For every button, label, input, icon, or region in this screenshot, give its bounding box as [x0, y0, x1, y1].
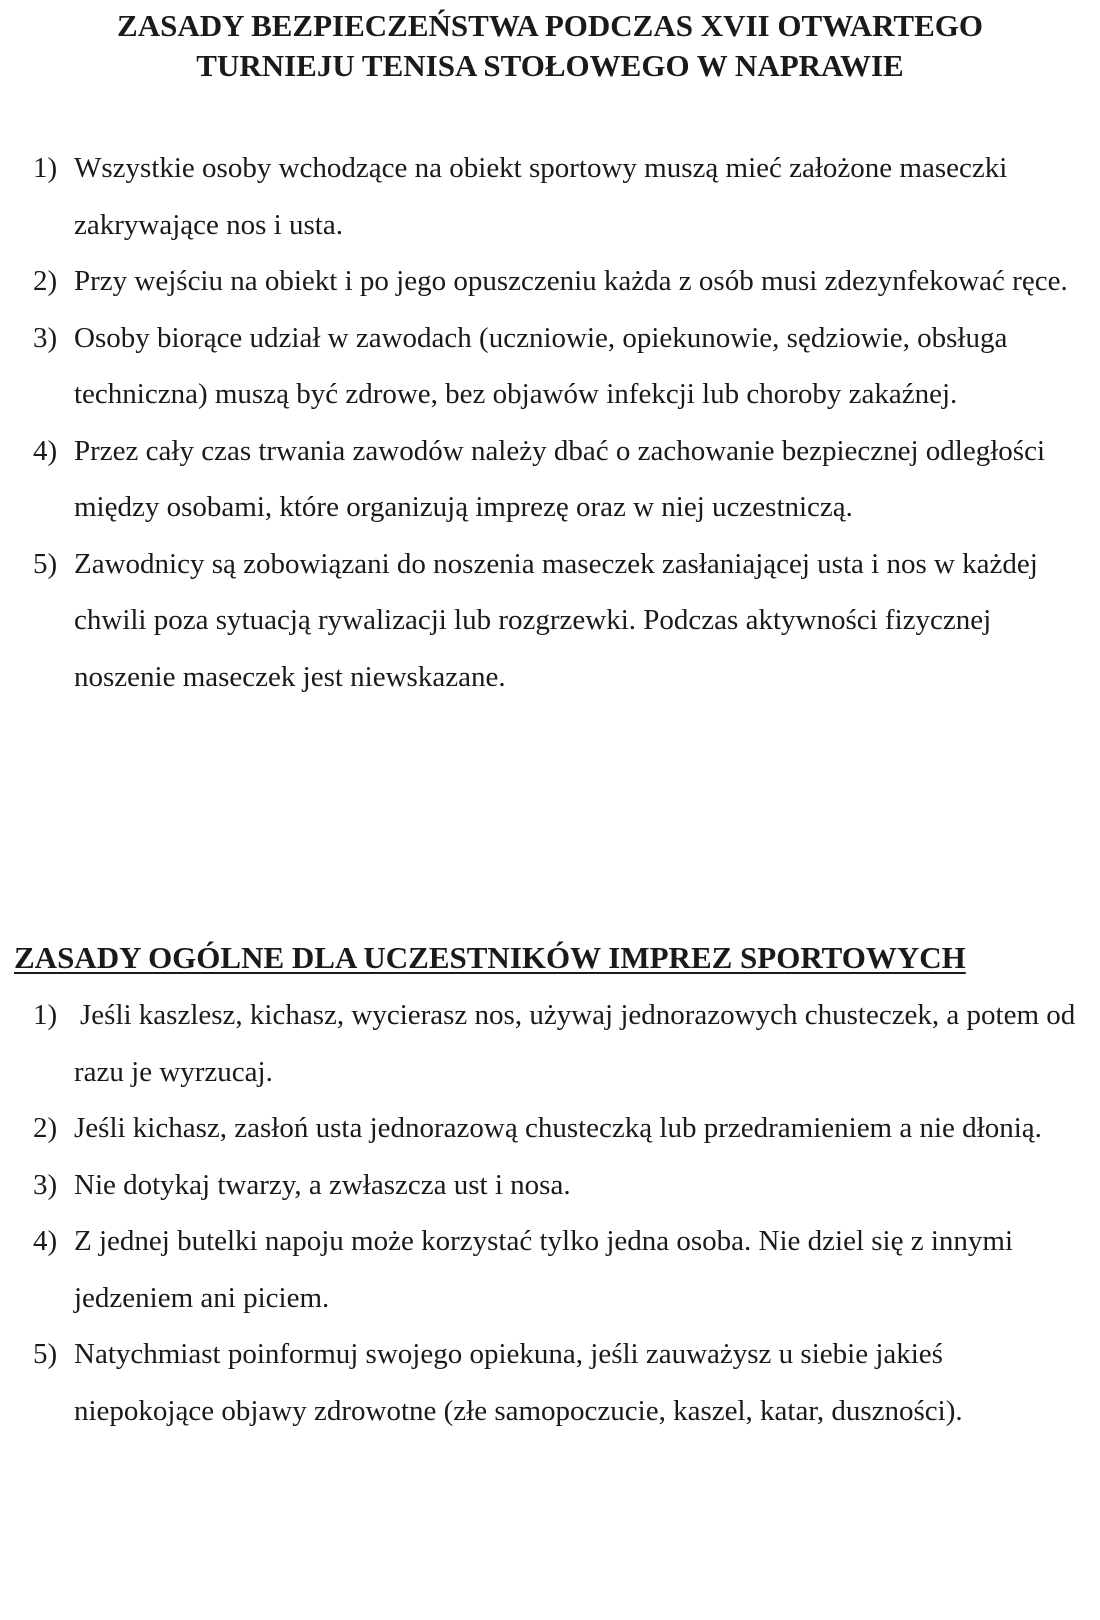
rule-number: 4)	[33, 1225, 58, 1257]
safety-rule-2	[0, 253, 1080, 310]
rule-text: Przy wejściu na obiekt i po jego opuszczeniu każda z osób musi zdezynfekować ręce.	[74, 265, 1068, 297]
rule-number: 2)	[33, 265, 58, 297]
rule-text: Osoby biorące udział w zawodach (uczniowie, opiekunowie, sędziowie, obsługa techniczna) muszą być zdrowe, bez objawów infekcji lub choroby zakaźnej.	[74, 321, 1008, 410]
rule-text: Wszystkie osoby wchodzące na obiekt sportowy muszą mieć założone maseczki zakrywające nos i usta.	[74, 152, 1008, 241]
rule-number: 4)	[33, 434, 58, 467]
general-rule-5	[0, 1326, 1080, 1439]
title-line-2: TURNIEJU TENISA STOŁOWEGO W NAPRAWIE	[196, 48, 904, 83]
general-rules-list	[0, 987, 1080, 1439]
rule-number: 3)	[33, 321, 58, 354]
rule-text: Zawodnicy są zobowiązani do noszenia maseczek zasłaniającej usta i nos w każdej chwili poza sytuacją rywalizacji lub rozgrzewki. Podczas aktywności fizycznej noszenie maseczek jest niewskazane.	[74, 547, 1038, 693]
rule-number: 3)	[33, 1168, 58, 1201]
safety-rule-5	[0, 536, 1080, 706]
general-rule-4	[0, 1213, 1080, 1326]
safety-rule-3	[0, 310, 1080, 423]
general-rule-3	[0, 1157, 1080, 1214]
title-line-1: ZASADY BEZPIECZEŃSTWA PODCZAS XVII OTWARTEGO	[117, 8, 983, 43]
general-rule-2	[0, 1100, 1080, 1157]
rule-text: Przez cały czas trwania zawodów należy dbać o zachowanie bezpiecznej odległości między osobami, które organizują imprezę oraz w niej uczestniczą.	[74, 434, 1046, 523]
rule-text: Natychmiast poinformuj swojego opiekuna, jeśli zauważysz u siebie jakieś niepokojące objawy zdrowotne (złe samopoczucie, kaszel, katar, duszności).	[74, 1338, 963, 1427]
document-title	[0, 6, 1100, 86]
safety-rule-1	[0, 140, 1080, 253]
rule-number: 5)	[33, 1338, 58, 1370]
rule-text: Jeśli kaszlesz, kichasz, wycierasz nos, używaj jednorazowych chusteczek, a potem od razu je wyrzucaj.	[74, 999, 1076, 1088]
safety-rule-4	[0, 423, 1080, 536]
rule-text: Z jednej butelki napoju może korzystać tylko jedna osoba. Nie dziel się z innymi jedzeniem ani piciem.	[74, 1225, 1014, 1314]
rule-number: 5)	[33, 547, 58, 580]
general-rules-heading: ZASADY OGÓLNE DLA UCZESTNIKÓW IMPREZ SPORTOWYCH	[14, 940, 966, 975]
rule-number: 1)	[33, 152, 58, 184]
rule-number: 1)	[33, 999, 58, 1031]
rule-number: 2)	[33, 1112, 58, 1144]
safety-rules-list	[0, 140, 1080, 705]
general-rule-1	[0, 987, 1080, 1100]
rule-text: Jeśli kichasz, zasłoń usta jednorazową chusteczką lub przedramieniem a nie dłonią.	[74, 1112, 1042, 1144]
rule-text: Nie dotykaj twarzy, a zwłaszcza ust i nosa.	[74, 1168, 571, 1201]
